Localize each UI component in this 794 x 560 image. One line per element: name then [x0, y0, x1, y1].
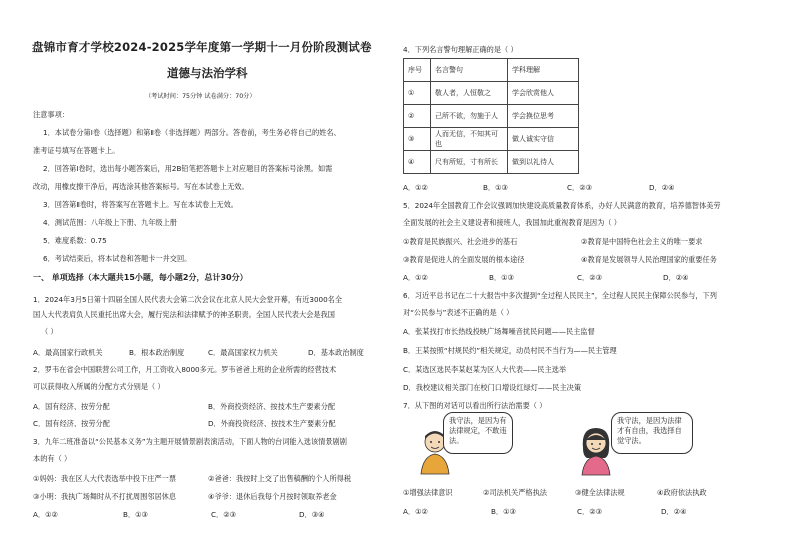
table-cell: 做人诚实守信 [508, 128, 579, 151]
notice-item: 6．考试结束后，将本试卷和答题卡一并交回。 [43, 254, 192, 263]
table-cell: 做到以礼待人 [508, 151, 579, 174]
q5-item: ④教育是发展领导人民治理国家的重要任务 [581, 255, 717, 264]
q1-options [33, 348, 364, 358]
q6-option[interactable]: A．张某找打市长热线投映广场舞噪音扰民问题——民主监督 [403, 327, 595, 336]
exam-info: （考试时间：75分钟 试卷满分：70分） [145, 93, 256, 100]
option[interactable]: D．②④ [663, 273, 689, 282]
q5-line: 5．2024年全国教育工作会议强调加快建设高质量教育体系，办好人民满意的教育，培养德智体美劳 [403, 201, 721, 210]
option[interactable]: C．②③ [211, 510, 237, 519]
girl-figure-icon [575, 426, 617, 476]
notice-item: 5．难度系数：0.75 [43, 236, 107, 245]
option[interactable]: B．①③ [123, 510, 149, 519]
notice-heading: 注意事项： [33, 110, 69, 119]
option[interactable]: C．②③ [567, 183, 593, 192]
option[interactable]: D．外商投资经济、按技术生产要素分配 [208, 419, 336, 428]
table-cell: 敬人者，人恒敬之 [431, 82, 508, 105]
option[interactable]: A．最高国家行政机关 [33, 348, 103, 357]
q2-line: 2．罗韦在省会中国联营公司工作，月工资收入8000多元。罗韦爸爸上班的企业所需的经营技术 [33, 365, 337, 374]
option[interactable]: A．国有经济、按劳分配 [33, 402, 110, 411]
notice-item: 准考证号填写在答题卡上。 [33, 146, 120, 155]
option[interactable]: B．①③ [491, 507, 517, 516]
option[interactable]: B．①③ [489, 273, 515, 282]
table-cell: 尺有所短，寸有所长 [431, 151, 508, 174]
q3-line: 本的有（ ） [33, 454, 72, 463]
table-header-cell: 序号 [404, 59, 431, 82]
q6-line: 对“公民参与”表述不正确的是（ ） [403, 308, 514, 317]
q7-question: 7．从下图的对话可以看出所行法治需要（ ） [403, 401, 547, 410]
table-cell: ② [404, 105, 431, 128]
q3-item: ③小明：我执广场舞时从不打扰周围邻居休息 [33, 492, 177, 501]
table-cell: 己所不欲，勿施于人 [431, 105, 508, 128]
q1-line: 1．2024年3月5日第十四届全国人民代表大会第二次会议在北京人民大会堂开幕，有近3000名全 [33, 295, 343, 304]
q5-item: ③教育是促进人的全面发展的根本途径 [403, 255, 525, 264]
speech-bubble-right: 我守法，是因为法律才有自由，我选择自觉守法。 [611, 412, 693, 454]
option[interactable]: C．②③ [577, 507, 603, 516]
q7-item: ④政府依法执政 [657, 488, 707, 497]
q6-option[interactable]: D．我校建议相关部门在校门口增设红绿灯——民主决策 [403, 383, 582, 392]
table-row [404, 128, 579, 151]
table-cell: ④ [404, 151, 431, 174]
table-row [404, 105, 579, 128]
q1-line: 国人大代表肩负人民重托出席大会，履行宪法和法律赋予的神圣职责。全国人民代表大会是我国 [33, 310, 335, 319]
q6-line: 6．习近平总书记在二十大报告中多次提到“全过程人民民主”，全过程人民民主保障公民参与，下列 [403, 291, 717, 300]
notice-item: 4．测试范围：八年级上下册、九年级上册 [43, 218, 177, 227]
option[interactable]: B．①③ [483, 183, 509, 192]
q6-option[interactable]: C．某选区选民李某赵某为区人大代表——民主选举 [403, 365, 567, 374]
q5-item: ②教育是中国特色社会主义的唯一要求 [581, 237, 703, 246]
notice-item: 3．回答第Ⅱ卷时，将答案写在答题卡上。写在本试卷上无效。 [43, 200, 238, 209]
table-row [404, 151, 579, 174]
table-header-cell: 名言警句 [431, 59, 508, 82]
q7-item: ②司法机关严格执法 [483, 488, 547, 497]
q1-line: （ ） [41, 327, 58, 336]
q4-question: 4．下列名言警句理解正确的是（ ） [403, 45, 518, 54]
notice-item: 2．回答第Ⅰ卷时，选出每小题答案后，用2B铅笔把答题卡上对应题目的答案标号涂黑。如需 [43, 164, 333, 173]
option[interactable]: D．③④ [299, 510, 325, 519]
q2-line: 可以获得收入所属的分配方式分别是（ ） [33, 382, 165, 391]
q7-item: ③健全法律法规 [575, 488, 625, 497]
option[interactable]: C．国有经济、按劳分配 [33, 419, 110, 428]
option[interactable]: D．②④ [661, 507, 687, 516]
option[interactable]: D．②④ [649, 183, 675, 192]
option[interactable]: B．外商投资经济、按技术生产要素分配 [208, 402, 336, 411]
table-cell: 人而无信，不知其可也 [431, 128, 508, 151]
table-cell: 学会换位思考 [508, 105, 579, 128]
option[interactable]: A．①② [33, 510, 58, 519]
q7-options [403, 507, 687, 517]
subject-title: 道德与法治学科 [167, 66, 248, 80]
table-header-row [404, 59, 579, 82]
q3-options [33, 510, 325, 520]
q3-line: 3．九年二班准备以“公民基本义务”为主题开展情景剧表演活动，下面人物的台词能入选该情景剧剧 [33, 437, 347, 446]
q5-line: 全面发展的社会主义建设者和接班人，我国加此重视教育是因为（ ） [403, 218, 621, 227]
table-row [404, 82, 579, 105]
q7-items [403, 488, 707, 498]
q6-option[interactable]: B．王某按照“村规民约”相关规定，动员村民不当行为——民主管理 [403, 346, 617, 355]
q7-illustration [415, 412, 755, 476]
option[interactable]: C．最高国家权力机关 [208, 348, 278, 357]
table-cell: ③ [404, 128, 431, 151]
table-cell: 学会欣赏他人 [508, 82, 579, 105]
q7-item: ①增强法律意识 [403, 488, 453, 497]
option[interactable]: C．②③ [577, 273, 603, 282]
option[interactable]: A．①② [403, 273, 428, 282]
section-heading: 一、 单项选择（本大题共15小题，每小题2分，总计30分） [33, 273, 248, 282]
q4-options [403, 183, 675, 193]
q3-item: ②爸爸：我按时上交了出售稿酬的个人所得税 [208, 474, 352, 483]
option[interactable]: D．基本政治制度 [308, 348, 364, 357]
option[interactable]: A．①② [403, 507, 428, 516]
q5-options [403, 273, 689, 283]
q3-item: ①妈妈：我在区人大代表选举中投下庄严一票 [33, 474, 177, 483]
q4-table [403, 58, 579, 174]
table-cell: ① [404, 82, 431, 105]
notice-item: 1．本试卷分第Ⅰ卷（选择题）和第Ⅱ卷（非选择题）两部分。答卷前，考生务必将自己的姓名、 [43, 128, 341, 137]
speech-bubble-left: 我守法，是因为有法律规定，不敢违法。 [443, 412, 513, 454]
q5-item: ①教育是民族振兴、社会进步的基石 [403, 237, 518, 246]
table-header-cell: 学科理解 [508, 59, 579, 82]
option[interactable]: B．根本政治制度 [129, 348, 185, 357]
exam-title: 盘锦市育才学校2024-2025学年度第一学期十一月份阶段测试卷 [32, 40, 372, 54]
option[interactable]: A．①② [403, 183, 428, 192]
q3-item: ④爷爷：退休后我每个月按时领取养老金 [208, 492, 337, 501]
notice-item: 改动，用橡皮擦干净后，再选涂其他答案标号。写在本试卷上无效。 [33, 182, 249, 191]
